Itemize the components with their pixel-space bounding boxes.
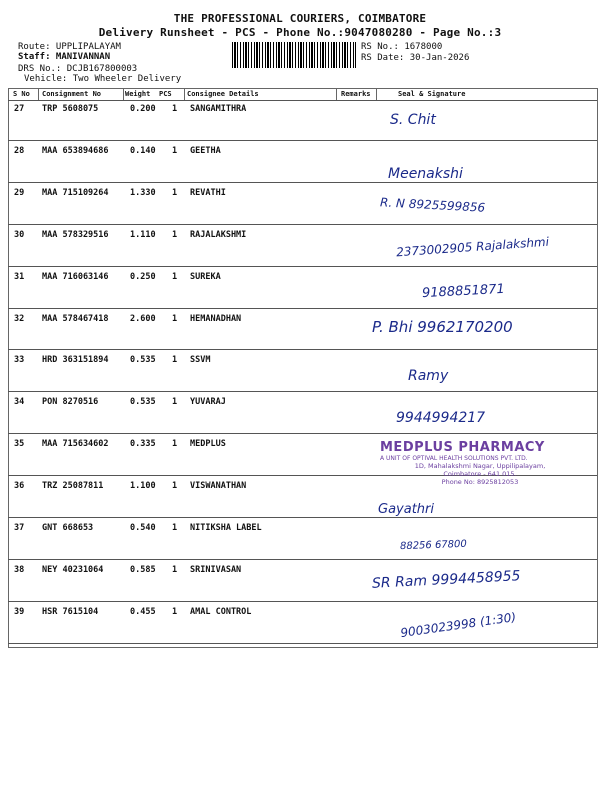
- row-sno: 33: [14, 355, 25, 366]
- row-weight: 0.535: [130, 355, 156, 366]
- column-divider: [376, 88, 377, 100]
- barcode-image: [232, 42, 356, 68]
- rs-number: RS No.: 1678000: [361, 42, 443, 52]
- col-header-consignment: Consignment No: [42, 90, 102, 98]
- medplus-stamp: [380, 440, 580, 498]
- row-consignee: VISWANATHAN: [190, 481, 247, 492]
- row-sno: 39: [14, 606, 25, 617]
- row-consignee: MEDPLUS: [190, 439, 226, 450]
- row-sno: 32: [14, 313, 25, 324]
- row-consignee: SANGAMITHRA: [190, 104, 247, 114]
- row-pcs: 1: [172, 606, 178, 617]
- row-divider: [8, 601, 597, 602]
- row-consignment: HRD 363151894: [42, 355, 109, 366]
- row-consignment: MAA 715109264: [42, 187, 109, 198]
- row-consignment: PON 8270516: [42, 397, 99, 408]
- row-consignee: RAJALAKSHMI: [190, 229, 247, 240]
- row-weight: 2.600: [130, 313, 156, 324]
- signature: Meenakshi: [388, 166, 463, 182]
- drs-number: DRS No.: DCJB167800003: [18, 64, 138, 74]
- signature: Gayathri: [378, 502, 434, 517]
- row-sno: 34: [14, 397, 25, 408]
- row-weight: 0.535: [130, 397, 156, 408]
- col-header-consignee: Consignee Details: [187, 90, 259, 98]
- row-pcs: 1: [172, 481, 178, 492]
- row-pcs: 1: [172, 439, 178, 450]
- row-pcs: 1: [172, 397, 178, 408]
- column-divider: [123, 88, 124, 100]
- signature: 9003023998 (1:30): [399, 609, 517, 641]
- row-divider: [8, 140, 597, 141]
- row-weight: 0.455: [130, 606, 156, 617]
- col-header-sno: S No: [13, 90, 30, 98]
- col-header-seal: Seal & Signature: [398, 90, 466, 98]
- row-consignment: MAA 716063146: [42, 271, 109, 282]
- stamp-name: MEDPLUS PHARMACY: [380, 440, 545, 455]
- signature: 9188851871: [421, 281, 506, 302]
- row-consignee: REVATHI: [190, 187, 226, 198]
- document-title: THE PROFESSIONAL COURIERS, COIMBATORE: [173, 12, 427, 25]
- signature: 2373002905 Rajalakshmi: [395, 234, 550, 260]
- column-divider: [336, 88, 337, 100]
- row-pcs: 1: [172, 229, 178, 240]
- row-consignment: MAA 578329516: [42, 229, 109, 240]
- row-weight: 0.140: [130, 145, 156, 156]
- row-sno: 31: [14, 271, 25, 282]
- row-pcs: 1: [172, 313, 178, 324]
- row-consignment: TRP 5608075: [42, 104, 99, 114]
- row-weight: 0.540: [130, 523, 156, 533]
- staff-label: Staff: MANIVANNAN: [18, 52, 111, 62]
- row-weight: 0.585: [130, 564, 156, 575]
- row-divider: [8, 182, 597, 183]
- signature: S. Chit: [390, 112, 436, 128]
- row-sno: 35: [14, 439, 25, 450]
- stamp-line: Phone No: 8925812053: [441, 478, 519, 486]
- row-divider: [8, 391, 597, 392]
- row-weight: 1.330: [130, 187, 156, 198]
- row-pcs: 1: [172, 355, 178, 366]
- signature: 88256 67800: [399, 538, 467, 553]
- row-consignment: MAA 578467418: [42, 313, 109, 324]
- signature: 9944994217: [396, 410, 486, 426]
- route-label: Route: UPPLIPALAYAM: [18, 42, 121, 52]
- row-consignment: TRZ 25087811: [42, 481, 104, 492]
- row-sno: 29: [14, 187, 25, 198]
- stamp-line: A UNIT OF OPTIVAL HEALTH SOLUTIONS PVT. LTD.: [380, 455, 528, 462]
- row-weight: 0.200: [130, 104, 156, 114]
- row-consignment: GNT 668653: [42, 523, 94, 533]
- row-sno: 27: [14, 104, 25, 114]
- row-weight: 1.110: [130, 229, 156, 240]
- row-consignee: NITIKSHA LABEL: [190, 523, 262, 533]
- header-divider: [8, 100, 597, 101]
- row-consignee: SSVM: [190, 355, 211, 366]
- column-divider: [184, 88, 185, 100]
- row-divider: [8, 308, 597, 309]
- row-weight: 1.100: [130, 481, 156, 492]
- row-weight: 0.250: [130, 271, 156, 282]
- row-divider: [8, 559, 597, 560]
- row-consignee: YUVARAJ: [190, 397, 226, 408]
- row-divider: [8, 517, 597, 518]
- row-pcs: 1: [172, 187, 178, 198]
- row-consignee: SRINIVASAN: [190, 564, 242, 575]
- row-consignment: MAA 653894686: [42, 145, 109, 156]
- row-consignment: HSR 7615104: [42, 606, 99, 617]
- row-pcs: 1: [172, 564, 178, 575]
- row-divider: [8, 349, 597, 350]
- row-consignee: AMAL CONTROL: [190, 606, 252, 617]
- row-sno: 28: [14, 145, 25, 156]
- col-header-pcs: PCS: [159, 90, 172, 98]
- stamp-line: Coimbatore - 641 015.: [443, 470, 517, 478]
- stamp-line: 1D, Mahalakshmi Nagar, Uppilipalayam,: [414, 462, 546, 470]
- row-consignee: HEMANADHAN: [190, 313, 242, 324]
- row-divider: [8, 643, 597, 644]
- row-divider: [8, 433, 597, 434]
- row-consignment: NEY 40231064: [42, 564, 104, 575]
- document-subtitle: Delivery Runsheet - PCS - Phone No.:9047080280 - Page No.:3: [98, 26, 502, 39]
- signature: R. N 8925599856: [379, 195, 486, 215]
- row-divider: [8, 224, 597, 225]
- col-header-remarks: Remarks: [341, 90, 371, 98]
- row-weight: 0.335: [130, 439, 156, 450]
- row-pcs: 1: [172, 271, 178, 282]
- row-pcs: 1: [172, 145, 178, 156]
- row-sno: 37: [14, 523, 25, 533]
- row-sno: 30: [14, 229, 25, 240]
- col-header-weight: Weight: [125, 90, 151, 98]
- signature: P. Bhi 9962170200: [372, 318, 513, 336]
- signature: SR Ram 9994458955: [371, 568, 521, 592]
- vehicle-label: Vehicle: Two Wheeler Delivery: [24, 74, 182, 84]
- rs-date: RS Date: 30-Jan-2026: [361, 53, 470, 63]
- row-consignee: SUREKA: [190, 271, 221, 282]
- row-sno: 38: [14, 564, 25, 575]
- row-pcs: 1: [172, 523, 178, 533]
- row-divider: [8, 266, 597, 267]
- row-consignee: GEETHA: [190, 145, 221, 156]
- row-consignment: MAA 715634602: [42, 439, 109, 450]
- row-sno: 36: [14, 481, 25, 492]
- column-divider: [38, 88, 39, 100]
- row-pcs: 1: [172, 104, 178, 114]
- signature: Ramy: [408, 368, 449, 384]
